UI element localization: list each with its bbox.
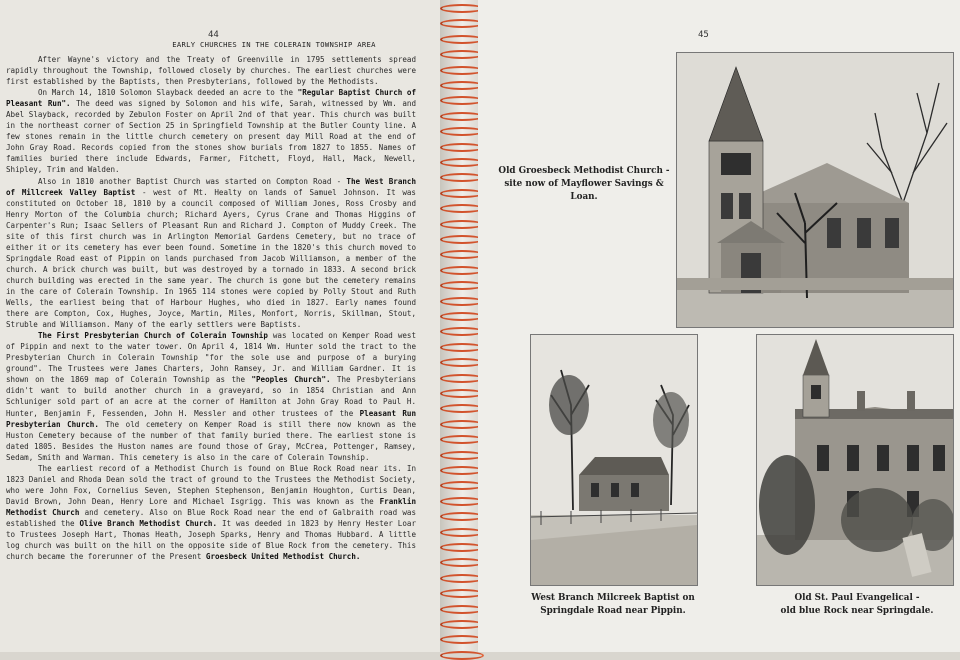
photo-west-branch-baptist [530,334,698,586]
paragraph [6,54,416,87]
church-name: Pleasant Run Presbyterian Church. [6,408,416,429]
caption-line: old blue Rock near Springdale. [780,606,934,616]
text-run: and cemetery. Also on Blue Rock Road near the end of Galbraith road was established the [6,507,416,528]
text-run: - west of Mt. Healty on lands of Samuel Johnson. It was constituted on October 18, 1810 by a council composed of William Jones, Ross Crosby and Henry Morton of the Columbia church; Richard Ayers, Cyrus Crane and Thomas Higgins of Carpenter's Run; Isaac Sellers of Pleasant Run and Richard J. Compton of Muddy Creek. The site of this first church was in Arlington Memorial Gardens Cemetery, but no trace of either it or its cemetery has ever been found. Sometime in the 1820's this church moved to Springdale Road east of Pippin on lands purchased from Jacob Williamson, a member of the church. A brick church was built, but was destroyed by a tornado in 1833. A second brick church building was erected in the same year. The church is gone but the cemetery remains in the care of Colerain Township. In 1965 114 stones were copied by Polly Stout and Ruth Wells, the earliest being that of Harbour Hughes, who died in 1827. Early names found there are Compton, Cox, Hughes, Joyce, Martin, Miles, Monfort, Norris, Skillman, Stout, Struble and Williamson. Many of the early settlers were Baptists. [6,187,416,330]
text-run: Also in 1810 another Baptist Church was started on Compton Road - [38,176,347,186]
page-number-left: 44 [208,30,219,40]
paragraph [6,176,416,331]
church-name: "Regular Baptist Church of Pleasant Run". [6,88,416,109]
body-text [6,54,416,562]
spiral-coil [440,651,484,660]
church-name: The First Presbyterian Church of Colerain Township [38,331,268,341]
photo-groesbeck-church [676,52,954,328]
brick-church-illustration [757,335,953,585]
left-page [0,0,452,652]
church-name: Olive Branch Methodist Church. [79,518,218,528]
page-header: EARLY CHURCHES IN THE COLERAIN TOWNSHIP AREA [172,40,376,49]
paragraph [6,330,416,463]
text-run: The old cemetery on Kemper Road is still there now known as the Huston Cemetery because of the number of that family buried there. The earliest stone is dated 1805. Besides the Huston names are found those of Gray, McCrea, Pottenger, Ramsey, Sedam, Smith and Warman. This cemetery is also in the care of Colerain Township. [6,419,417,462]
text-run: The deed was signed by Solomon and his wife, Sarah, witnessed by Wm. and Abel Slayback, recorded by Zebulon Foster on April 2nd of that year. This church was built in the northeast corner of Section 25 in Springfield Township at the Butler County line. A few stones remain in the little church cemetery on present day Mill Road at the end of John Gray Road. Records copied from the stones show burials from 1827 to 1855. Names of families buried there include Edwards, Farmer, Fitchett, Floyd, Hall, Mack, Newell, Shipley, Trim and Walden. [6,99,416,175]
caption-line: Old St. Paul Evangelical - [794,593,920,603]
caption-west-branch [530,592,696,618]
text-run: The earliest record of a Methodist Church is found on Blue Rock Road near its. In 1823 Daniel and Rhoda Dean sold the tract of ground to the Trustees the Methodist Society, who were John Fox, Cornelius Seven, Stephen Stephenson, Benjamin Houghton, Curtis Dean, David Brown, John Dean, Henry Lore and Michael Isgrigg. This was known as the [6,463,416,506]
caption-line: West Branch Milcreek Baptist on [531,593,695,603]
caption-line: Springdale Road near Pippin. [540,606,686,616]
text-run: was located on Kemper Road west of Pippin and next to the water tower. On April 4, 1814 Wm. Hunter sold the tract to the Presbyterian Church in Colerain Township "for the sole use and purpose of a burying ground". The Trustees were James Charters, John Ramsey, Jr. and William Gardner. It is shown on the 1869 map of Colerain Township as the [6,331,416,385]
caption-line: site now of Mayflower Savings & Loan. [504,179,664,202]
church-name: The West Branch of Millcreek Valley Baptist [6,176,416,197]
text-run: It was deeded in 1823 by Henry Hester Loar to Trustees Joseph Hart, Thomas Heath, Joseph Sparks, Henry and Thomas Hubbard. A little log church was built on the hill on the opposite side of Blue Rock from the cemetery. This church became the forerunner of the Present [6,518,416,562]
paragraph [6,463,416,562]
church-name: Groesbeck United Methodist Church. [205,552,361,562]
church-name: "Peoples Church". [251,375,331,385]
church-name: Franklin Methodist Church [6,496,416,517]
church-illustration [677,53,953,327]
page-number-right: 45 [698,30,709,40]
text-run: On March 14, 1810 Solomon Slayback deeded an acre to the [38,88,298,98]
caption-st-paul [764,592,950,618]
right-page [478,0,960,652]
caption-groesbeck [498,165,670,204]
country-church-illustration [531,335,697,585]
text-run: After Wayne's victory and the Treaty of Greenville in 1795 settlements spread rapidly throughout the Township, followed closely by churches. The earliest churches were first established by the Baptists, then Presbyterians, followed by the Methodists. [6,55,416,87]
caption-line: Old Groesbeck Methodist Church - [498,166,670,176]
text-run: The Presbyterians didn't want to build another church in a graveyard, so in 1854 Christian and Ann Schluniger sold part of an acre at the corner of Hamilton at John Gray Road to Paul H. Hunter, Benjamin F, Fessenden, John H. Messler and other trustees of the [6,375,416,418]
photo-st-paul-evangelical [756,334,954,586]
paragraph [6,87,416,175]
